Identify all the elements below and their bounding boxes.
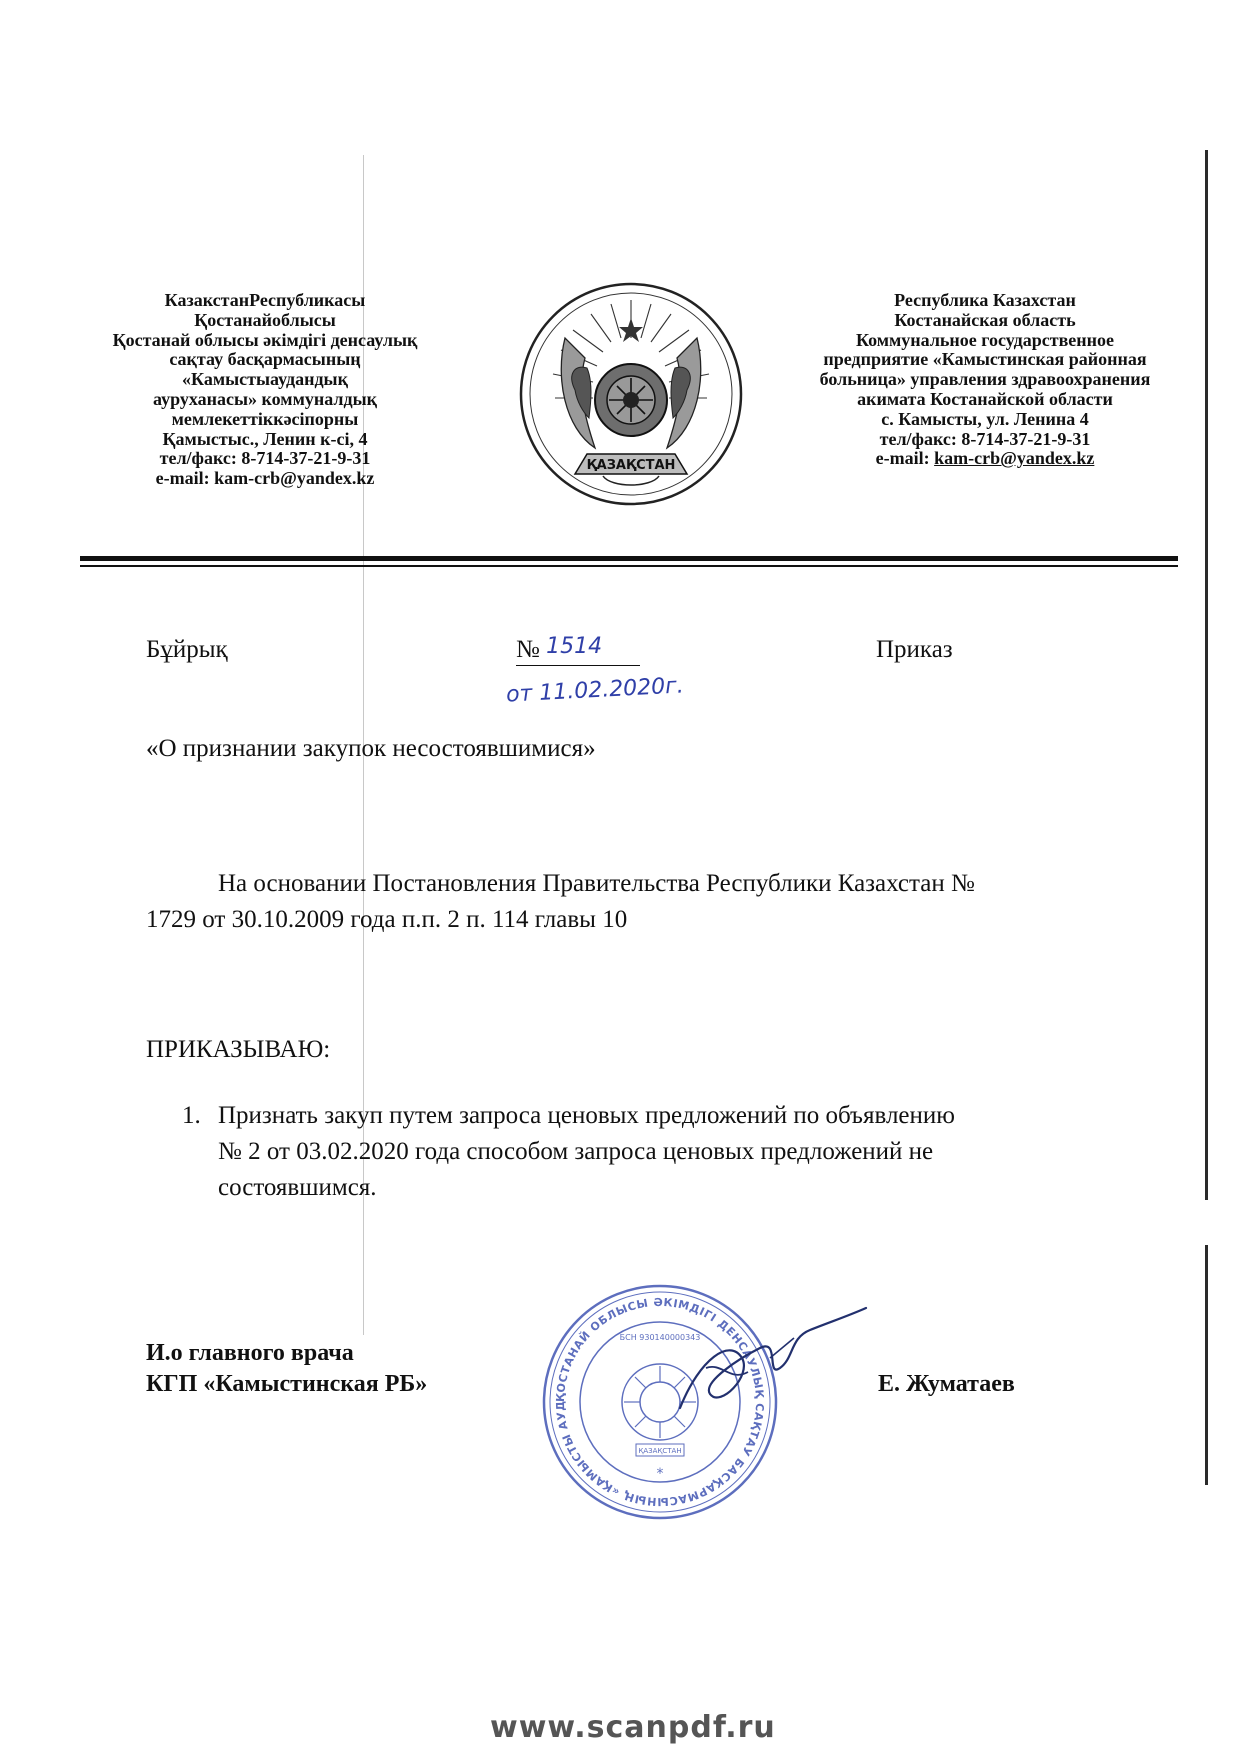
email-prefix: e-mail: [875, 448, 935, 469]
header-left-line: ауруханасы» коммуналдық [152, 388, 377, 409]
list-item [218, 1098, 955, 1206]
header-left-line: КазакстанРеспубликасы [164, 290, 366, 310]
scan-page-edge [1205, 150, 1208, 1200]
order-number-field [516, 632, 640, 666]
header-right-russian [790, 291, 1180, 469]
header-left-line: e-mail: kam-crb@yandex.kz [155, 468, 375, 489]
scan-page-edge-lower [1205, 1245, 1208, 1485]
command-heading: ПРИКАЗЫВАЮ: [146, 1036, 331, 1063]
signatory-name: Е. Жуматаев [878, 1371, 1015, 1397]
header-divider-thin [80, 565, 1178, 567]
svg-text:*: * [656, 1466, 664, 1482]
header-left-kazakh [80, 291, 450, 489]
order-date-handwritten: от 11.02.2020г. [505, 673, 685, 708]
stamp-bin-text: БСН 930140000343 [619, 1333, 701, 1342]
header-right-email-line [790, 449, 1180, 469]
order-number-prefix: № [516, 636, 540, 663]
list-item-line: № 2 от 03.02.2020 года способом запроса ценовых предложений не [218, 1138, 934, 1165]
emblem-label: ҚАЗАҚСТАН [586, 458, 676, 473]
header-left-line: Қамыстыс., Ленин к-сі, 4 [162, 428, 368, 449]
basis-line-2: 1729 от 30.10.2009 года п.п. 2 п. 114 главы 10 [146, 906, 628, 933]
header-left-line: тел/факс: 8-714-37-21-9-31 [159, 448, 371, 469]
header-right-line: тел/факс: 8-714-37-21-9-31 [879, 428, 1091, 449]
header-right-line: Коммунальное государственное [855, 329, 1115, 350]
header-left-line: Қостанай облысы әкімдігі денсаулық [112, 329, 418, 350]
list-item-line: Признать закуп путем запроса ценовых предложений по объявлению [218, 1102, 955, 1129]
header-right-line: больница» управления здравоохранения [819, 369, 1151, 390]
list-item-line: состоявшимся. [218, 1174, 377, 1201]
header-left-line: мемлекеттіккәсіпорны [171, 408, 359, 429]
signatory-position-line: И.о главного врача [146, 1340, 354, 1366]
header-right-line: Республика Казахстан [894, 290, 1076, 310]
header-right-line: предприятие «Камыстинская районная [823, 349, 1147, 370]
state-emblem-icon [515, 278, 747, 514]
signatory-position [146, 1338, 427, 1400]
header-right-line: акимата Костанайской области [857, 388, 1113, 409]
stamp-ring-textpath: ҚОСТАНАЙ ОБЛЫСЫ ӘКІМДІГІ ДЕНСАУЛЫҚ САҚТАУ БАСҚАРМАСЫНЫҢ «ҚАМЫСТЫ АУД [553, 1295, 767, 1509]
document-title: «О признании закупок несостоявшимися» [146, 735, 596, 762]
basis-line-1: На основании Постановления Правительства Республики Казахстан № [218, 870, 975, 897]
signatory-position-line: КГП «Камыстинская РБ» [146, 1371, 428, 1397]
header-right-line: с. Камысты, ул. Ленина 4 [881, 408, 1089, 429]
header-divider-thick [80, 556, 1178, 561]
order-label-ru: Приказ [876, 636, 953, 663]
header-left-line: «Камыстыаудандық [182, 369, 348, 390]
order-number-handwritten: 1514 [546, 634, 603, 659]
header-left-line: сақтау басқармасының [169, 349, 361, 370]
list-item-number: 1. [182, 1102, 201, 1129]
header-left-line: Қостанайоблысы [194, 309, 336, 330]
handwritten-signature-icon [670, 1298, 870, 1428]
order-label-kz: Бұйрық [146, 636, 228, 663]
email-link[interactable]: kam-crb@yandex.kz [934, 448, 1095, 469]
scan-watermark: www.scanpdf.ru [490, 1710, 776, 1745]
stamp-emblem-text: ҚАЗАҚСТАН [638, 1447, 682, 1455]
header-right-line: Костанайская область [894, 309, 1076, 330]
